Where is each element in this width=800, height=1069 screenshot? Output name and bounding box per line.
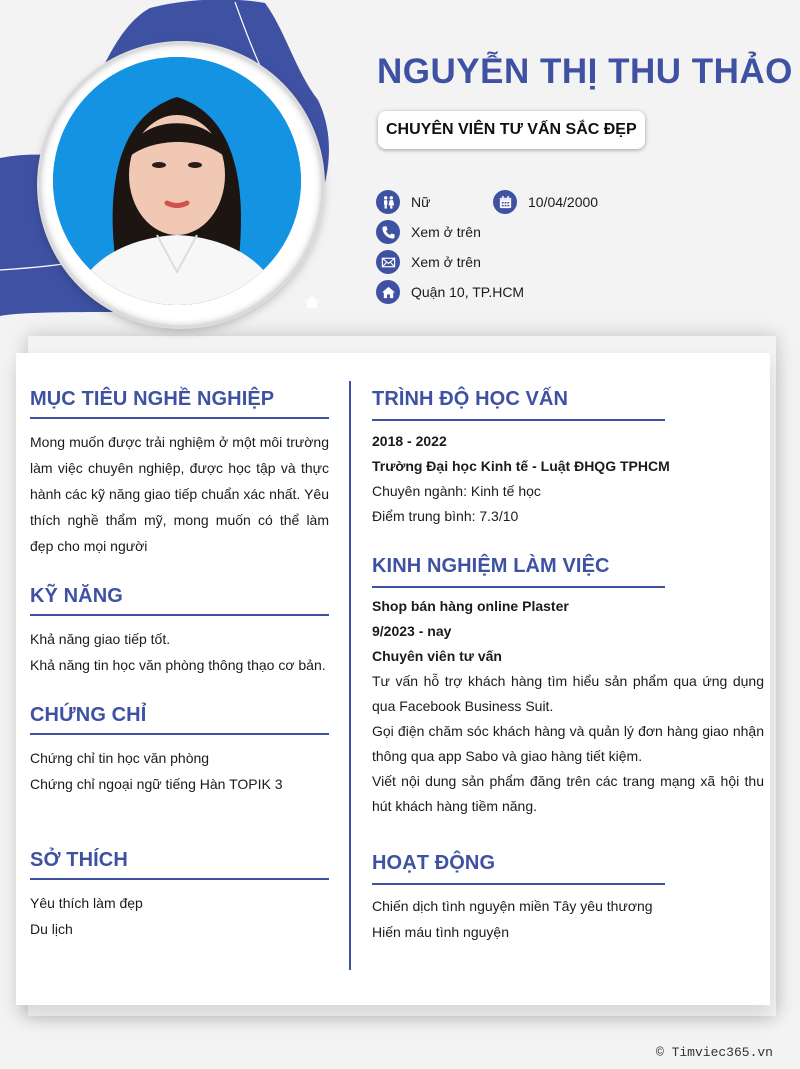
column-divider [349,381,351,970]
envelope-icon [376,250,400,274]
section-title-education: TRÌNH ĐỘ HỌC VẤN [372,388,665,421]
experience-period: 9/2023 - nay [372,623,452,639]
hobby-item: Yêu thích làm đẹp [30,895,143,911]
section-experience [372,555,764,819]
avatar-portrait [53,57,301,305]
activity-item: Chiến dịch tình nguyện miền Tây yêu thương [372,898,653,914]
section-certificates [30,704,329,797]
gender-icon [376,190,400,214]
skill-item: Khả năng giao tiếp tốt. [30,631,171,647]
phone-value: Xem ở trên [411,224,481,240]
section-title-hobbies: SỞ THÍCH [30,849,329,880]
education-period: 2018 - 2022 [372,433,447,449]
experience-company: Shop bán hàng online Plaster [372,598,569,614]
home-ghost-icon [305,296,319,308]
experience-duty: Viết nội dung sản phẩm đăng trên các trang mạng xã hội thu hút khách hàng tiềm năng. [372,773,764,814]
education-major: Chuyên ngành: Kinh tế học [372,483,541,499]
certificate-item: Chứng chỉ tin học văn phòng [30,750,210,766]
skill-item: Khả năng tin học văn phòng thông thạo cơ bản. [30,657,326,673]
watermark: © Timviec365.vn [655,1045,773,1060]
section-objective [30,388,329,559]
calendar-icon [493,190,517,214]
objective-text: Mong muốn được trải nghiệm ở một môi trường làm việc chuyên nghiệp, được học tập và thực hành các kỹ năng giao tiếp chuẩn xác nhất. Yêu thích nghề thẩm mỹ, mong muốn có thể làm đẹp cho mọi người [30,434,329,554]
experience-duty: Gọi điện chăm sóc khách hàng và quản lý đơn hàng giao nhận thông qua app Sabo và giao hàng tiết kiệm. [372,723,764,764]
contact-address [376,280,524,304]
email-value: Xem ở trên [411,254,481,270]
address-value: Quận 10, TP.HCM [411,284,525,300]
gender-value: Nữ [411,194,431,210]
avatar [53,57,301,305]
birthday-value: 10/04/2000 [528,194,599,210]
candidate-name: NGUYỄN THỊ THU THẢO [377,52,793,91]
section-title-objective: MỤC TIÊU NGHỀ NGHIỆP [30,388,329,419]
experience-position: Chuyên viên tư vấn [372,648,502,664]
contact-email [376,250,481,274]
certificate-item: Chứng chỉ ngoại ngữ tiếng Hàn TOPIK 3 [30,776,283,792]
contact-phone [376,220,481,244]
contact-birthday [493,190,598,214]
section-education [372,388,764,529]
contact-gender [376,190,430,214]
section-activities [372,852,764,945]
activity-item: Hiến máu tình nguyện [372,924,509,940]
phone-icon [376,220,400,244]
job-title-badge: CHUYÊN VIÊN TƯ VẤN SẮC ĐẸP [378,111,645,149]
section-title-experience: KINH NGHIỆM LÀM VIỆC [372,555,665,588]
section-hobbies [30,849,329,942]
section-title-skills: KỸ NĂNG [30,585,329,616]
home-icon [376,280,400,304]
section-title-activities: HOẠT ĐỘNG [372,852,665,885]
hobby-item: Du lịch [30,921,73,937]
experience-duty: Tư vấn hỗ trợ khách hàng tìm hiểu sản phẩm qua ứng dụng qua Facebook Business Suit. [372,673,764,714]
education-gpa: Điểm trung bình: 7.3/10 [372,508,519,524]
section-title-certificates: CHỨNG CHỈ [30,704,329,735]
education-school: Trường Đại học Kinh tế - Luật ĐHQG TPHCM [372,458,670,474]
section-skills [30,585,329,678]
